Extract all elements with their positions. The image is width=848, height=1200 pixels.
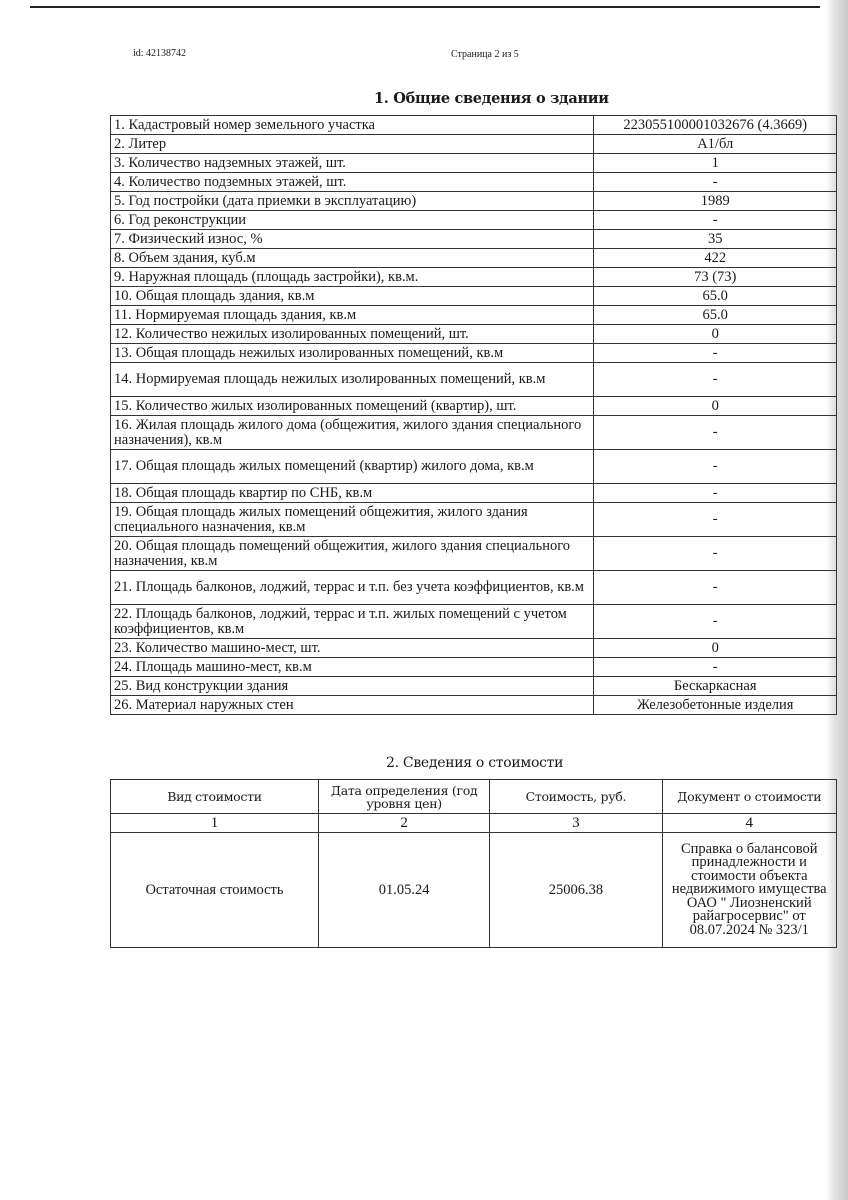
table-row	[111, 571, 837, 605]
table-row	[111, 154, 837, 173]
row-value: -	[594, 503, 837, 537]
row-value: 223055100001032676 (4.3669)	[594, 116, 837, 135]
building-info-table	[110, 115, 837, 715]
table-row	[111, 677, 837, 696]
document-cell: Справка о балансовой принадлежности и стоимости объекта недвижимого имущества ОАО " Лиозненский райагросервис" от 08.07.2024 № 323/1	[662, 833, 837, 948]
table-row	[111, 833, 837, 948]
table-row	[111, 450, 837, 484]
column-number: 3	[490, 814, 662, 833]
document-id: id: 42138742	[133, 48, 187, 59]
date-cell: 01.05.24	[318, 833, 489, 948]
cost-type-cell: Остаточная стоимость	[111, 833, 319, 948]
table-row	[111, 605, 837, 639]
row-label: 3. Количество надземных этажей, шт.	[111, 154, 594, 173]
row-value: -	[594, 571, 837, 605]
table-row	[111, 211, 837, 230]
table-row	[111, 696, 837, 715]
page-number: Страница 2 из 5	[451, 49, 519, 60]
row-label: 16. Жилая площадь жилого дома (общежития, жилого здания специального назначения), кв.м	[111, 416, 594, 450]
row-label: 12. Количество нежилых изолированных помещений, шт.	[111, 325, 594, 344]
row-value: Железобетонные изделия	[594, 696, 837, 715]
row-value: 1989	[594, 192, 837, 211]
row-value: -	[594, 484, 837, 503]
column-header-date: Дата определения (год уровня цен)	[318, 780, 489, 814]
row-label: 26. Материал наружных стен	[111, 696, 594, 715]
row-label: 20. Общая площадь помещений общежития, жилого здания специального назначения, кв.м	[111, 537, 594, 571]
row-label: 14. Нормируемая площадь нежилых изолированных помещений, кв.м	[111, 363, 594, 397]
row-label: 18. Общая площадь квартир по СНБ, кв.м	[111, 484, 594, 503]
column-number: 4	[662, 814, 837, 833]
cost-cell: 25006.38	[490, 833, 662, 948]
row-value: 0	[594, 397, 837, 416]
row-label: 6. Год реконструкции	[111, 211, 594, 230]
row-value: 65.0	[594, 306, 837, 325]
table-row	[111, 325, 837, 344]
table-row	[111, 230, 837, 249]
table-row	[111, 397, 837, 416]
table-row	[111, 344, 837, 363]
row-value: -	[594, 344, 837, 363]
table-header-row	[111, 780, 837, 814]
table-row	[111, 484, 837, 503]
row-label: 23. Количество машино-мест, шт.	[111, 639, 594, 658]
column-header-cost-type: Вид стоимости	[111, 780, 319, 814]
row-value: -	[594, 211, 837, 230]
cost-info-table	[110, 779, 837, 948]
table-row	[111, 135, 837, 154]
row-value: -	[594, 173, 837, 192]
row-value: -	[594, 537, 837, 571]
row-label: 19. Общая площадь жилых помещений общежития, жилого здания специального назначения, кв.м	[111, 503, 594, 537]
table-row	[111, 268, 837, 287]
table-row	[111, 639, 837, 658]
table-row	[111, 416, 837, 450]
row-value: 1	[594, 154, 837, 173]
row-label: 15. Количество жилых изолированных помещений (квартир), шт.	[111, 397, 594, 416]
row-label: 8. Объем здания, куб.м	[111, 249, 594, 268]
table-row	[111, 173, 837, 192]
row-label: 24. Площадь машино-мест, кв.м	[111, 658, 594, 677]
table-row	[111, 658, 837, 677]
column-number: 1	[111, 814, 319, 833]
row-value: -	[594, 416, 837, 450]
table-row	[111, 363, 837, 397]
table-row	[111, 116, 837, 135]
row-label: 10. Общая площадь здания, кв.м	[111, 287, 594, 306]
table-row	[111, 249, 837, 268]
table-row	[111, 192, 837, 211]
row-label: 22. Площадь балконов, лоджий, террас и т.п. жилых помещений с учетом коэффициентов, кв.м	[111, 605, 594, 639]
row-label: 4. Количество подземных этажей, шт.	[111, 173, 594, 192]
row-value: 422	[594, 249, 837, 268]
table-row	[111, 503, 837, 537]
row-label: 2. Литер	[111, 135, 594, 154]
row-label: 13. Общая площадь нежилых изолированных помещений, кв.м	[111, 344, 594, 363]
column-number: 2	[318, 814, 489, 833]
row-label: 1. Кадастровый номер земельного участка	[111, 116, 594, 135]
row-value: 0	[594, 325, 837, 344]
row-value: 73 (73)	[594, 268, 837, 287]
column-header-cost: Стоимость, руб.	[490, 780, 662, 814]
row-label: 21. Площадь балконов, лоджий, террас и т.п. без учета коэффициентов, кв.м	[111, 571, 594, 605]
row-value: -	[594, 658, 837, 677]
row-value: А1/бл	[594, 135, 837, 154]
row-value: 0	[594, 639, 837, 658]
section-1-title: 1. Общие сведения о здании	[374, 90, 609, 107]
scan-edge-line	[30, 6, 820, 8]
row-label: 9. Наружная площадь (площадь застройки), кв.м.	[111, 268, 594, 287]
column-header-document: Документ о стоимости	[662, 780, 837, 814]
row-label: 7. Физический износ, %	[111, 230, 594, 249]
row-value: 65.0	[594, 287, 837, 306]
table-row	[111, 306, 837, 325]
row-label: 11. Нормируемая площадь здания, кв.м	[111, 306, 594, 325]
column-number-row	[111, 814, 837, 833]
table-row	[111, 287, 837, 306]
row-label: 25. Вид конструкции здания	[111, 677, 594, 696]
row-value: -	[594, 363, 837, 397]
table-row	[111, 537, 837, 571]
row-value: -	[594, 605, 837, 639]
row-value: -	[594, 450, 837, 484]
row-value: Бескаркасная	[594, 677, 837, 696]
row-label: 5. Год постройки (дата приемки в эксплуатацию)	[111, 192, 594, 211]
section-2-title: 2. Сведения о стоимости	[386, 755, 564, 771]
row-label: 17. Общая площадь жилых помещений (квартир) жилого дома, кв.м	[111, 450, 594, 484]
row-value: 35	[594, 230, 837, 249]
